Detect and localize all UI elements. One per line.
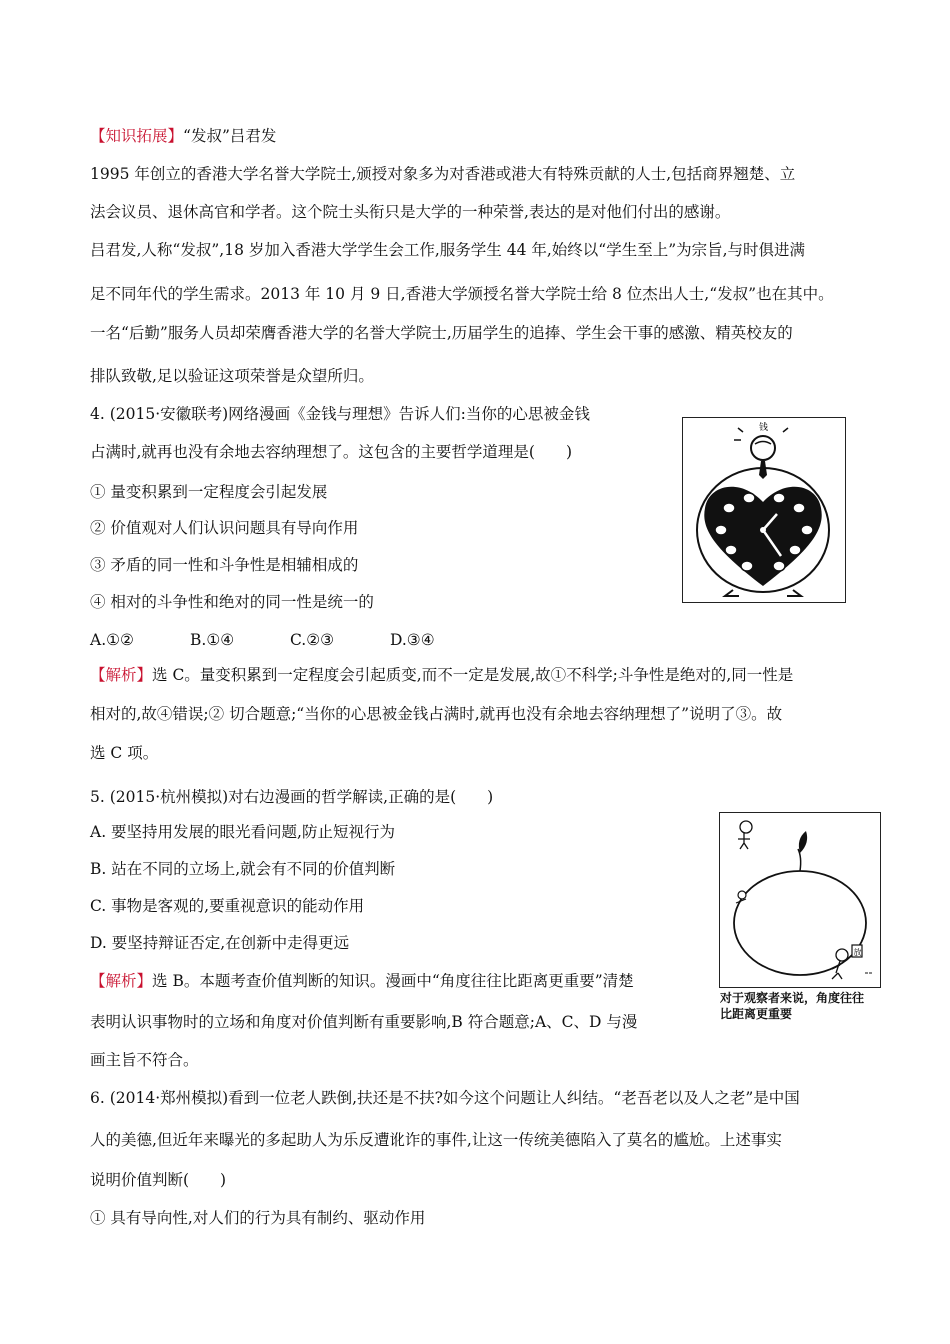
q6-line: 6. (2014·郑州模拟)看到一位老人跌倒,扶还是不扶?如今这个问题让人纠结。“老吾老以及人之老”是中国 [90,1089,800,1107]
money-heart-illustration [683,418,845,602]
q4-stem: 4. (2015·安徽联考)网络漫画《金钱与理想》告诉人们:当你的心思被金钱 [90,405,590,423]
knowledge-title: “发叔”吕君发 [183,127,277,145]
q4-options [90,630,435,650]
q6-item: ① 具有导向性,对人们的行为具有制约、驱动作用 [90,1209,426,1227]
cartoon-caption-line: 比距离更重要 [720,1007,793,1021]
cartoon-caption-line: 对于观察者来说，角度往往 [720,991,865,1005]
knowledge-line: 法会议员、退休高官和学者。这个院士头衔只是大学的一种荣誉,表达的是对他们付出的感谢。 [90,203,731,221]
q4-analysis-line: 相对的,故④错误;② 切合题意;“当你的心思被金钱占满时,就再也没有余地去容纳理想了”说明了③。故 [90,705,783,723]
q4-option-b: B.①④ [190,631,235,649]
cartoon-label: 钱 [759,423,769,433]
knowledge-line: 1995 年创立的香港大学名誉大学院士,颁授对象多为对香港或港大有特殊贡献的人士,包括商界翘楚、立 [90,165,796,183]
q5-option-d: D. 要坚持辩证否定,在创新中走得更远 [90,934,350,952]
q5-option-a: A. 要坚持用发展的眼光看问题,防止短视行为 [90,823,395,841]
q5-option-b: B. 站在不同的立场上,就会有不同的价值判断 [90,860,396,878]
q4-option-c: C.②③ [290,631,335,649]
q6-line: 人的美德,但近年来曝光的多起助人为乐反遭讹诈的事件,让这一传统美德陷入了莫名的尴尬。上述事实 [90,1131,782,1149]
knowledge-heading [90,126,276,146]
q5-analysis-line: 画主旨不符合。 [90,1051,199,1069]
q5-analysis: 【解析】选 B。本题考查价值判断的知识。漫画中“角度往往比距离更重要”清楚 [90,972,634,990]
q4-analysis: 【解析】选 C。量变积累到一定程度会引起质变,而不一定是发展,故①不科学;斗争性是绝对的,同一性是 [90,666,794,684]
q4-stem-cont: 占满时,就再也没有余地去容纳理想了。这包含的主要哲学道理是( ) [90,443,573,461]
q4-item: ② 价值观对人们认识问题具有导向作用 [90,519,359,537]
cartoon-label: 放 [853,948,862,957]
knowledge-tag: 【知识拓展】 [90,127,184,145]
q4-item: ③ 矛盾的同一性和斗争性是相辅相成的 [90,556,359,574]
q4-option-d: D.③④ [390,631,435,649]
q5-analysis-tag: 【解析】 [90,972,153,990]
q4-analysis-line: 选 C 项。 [90,744,159,762]
q4-item: ④ 相对的斗争性和绝对的同一性是统一的 [90,593,374,611]
knowledge-line: 足不同年代的学生需求。2013 年 10 月 9 日,香港大学颁授名誉大学院士给 8 位杰出人士,“发叔”也在其中。 [90,285,834,303]
q6-line: 说明价值判断( ) [90,1171,227,1189]
q4-analysis-tag: 【解析】 [90,666,153,684]
q5-option-c: C. 事物是客观的,要重视意识的能动作用 [90,897,365,915]
money-ideals-cartoon [682,417,846,603]
knowledge-line: 排队致敬,足以验证这项荣誉是众望所归。 [90,367,374,385]
q5-stem: 5. (2015·杭州模拟)对右边漫画的哲学解读,正确的是( ) [90,788,494,806]
q5-analysis-line: 表明认识事物时的立场和角度对价值判断有重要影响,B 符合题意;A、C、D 与漫 [90,1013,638,1031]
q4-item: ① 量变积累到一定程度会引起发展 [90,483,328,501]
knowledge-line: 吕君发,人称“发叔”,18 岁加入香港大学学生会工作,服务学生 44 年,始终以“学生至上”为宗旨,与时俱进满 [90,241,806,259]
apple-illustration [720,813,880,987]
knowledge-line: 一名“后勤”服务人员却荣膺香港大学的名誉大学院士,历届学生的追捧、学生会干事的感激、精英校友的 [90,324,793,342]
q4-option-a: A.①② [90,631,134,649]
apple-perspective-cartoon [719,812,881,988]
